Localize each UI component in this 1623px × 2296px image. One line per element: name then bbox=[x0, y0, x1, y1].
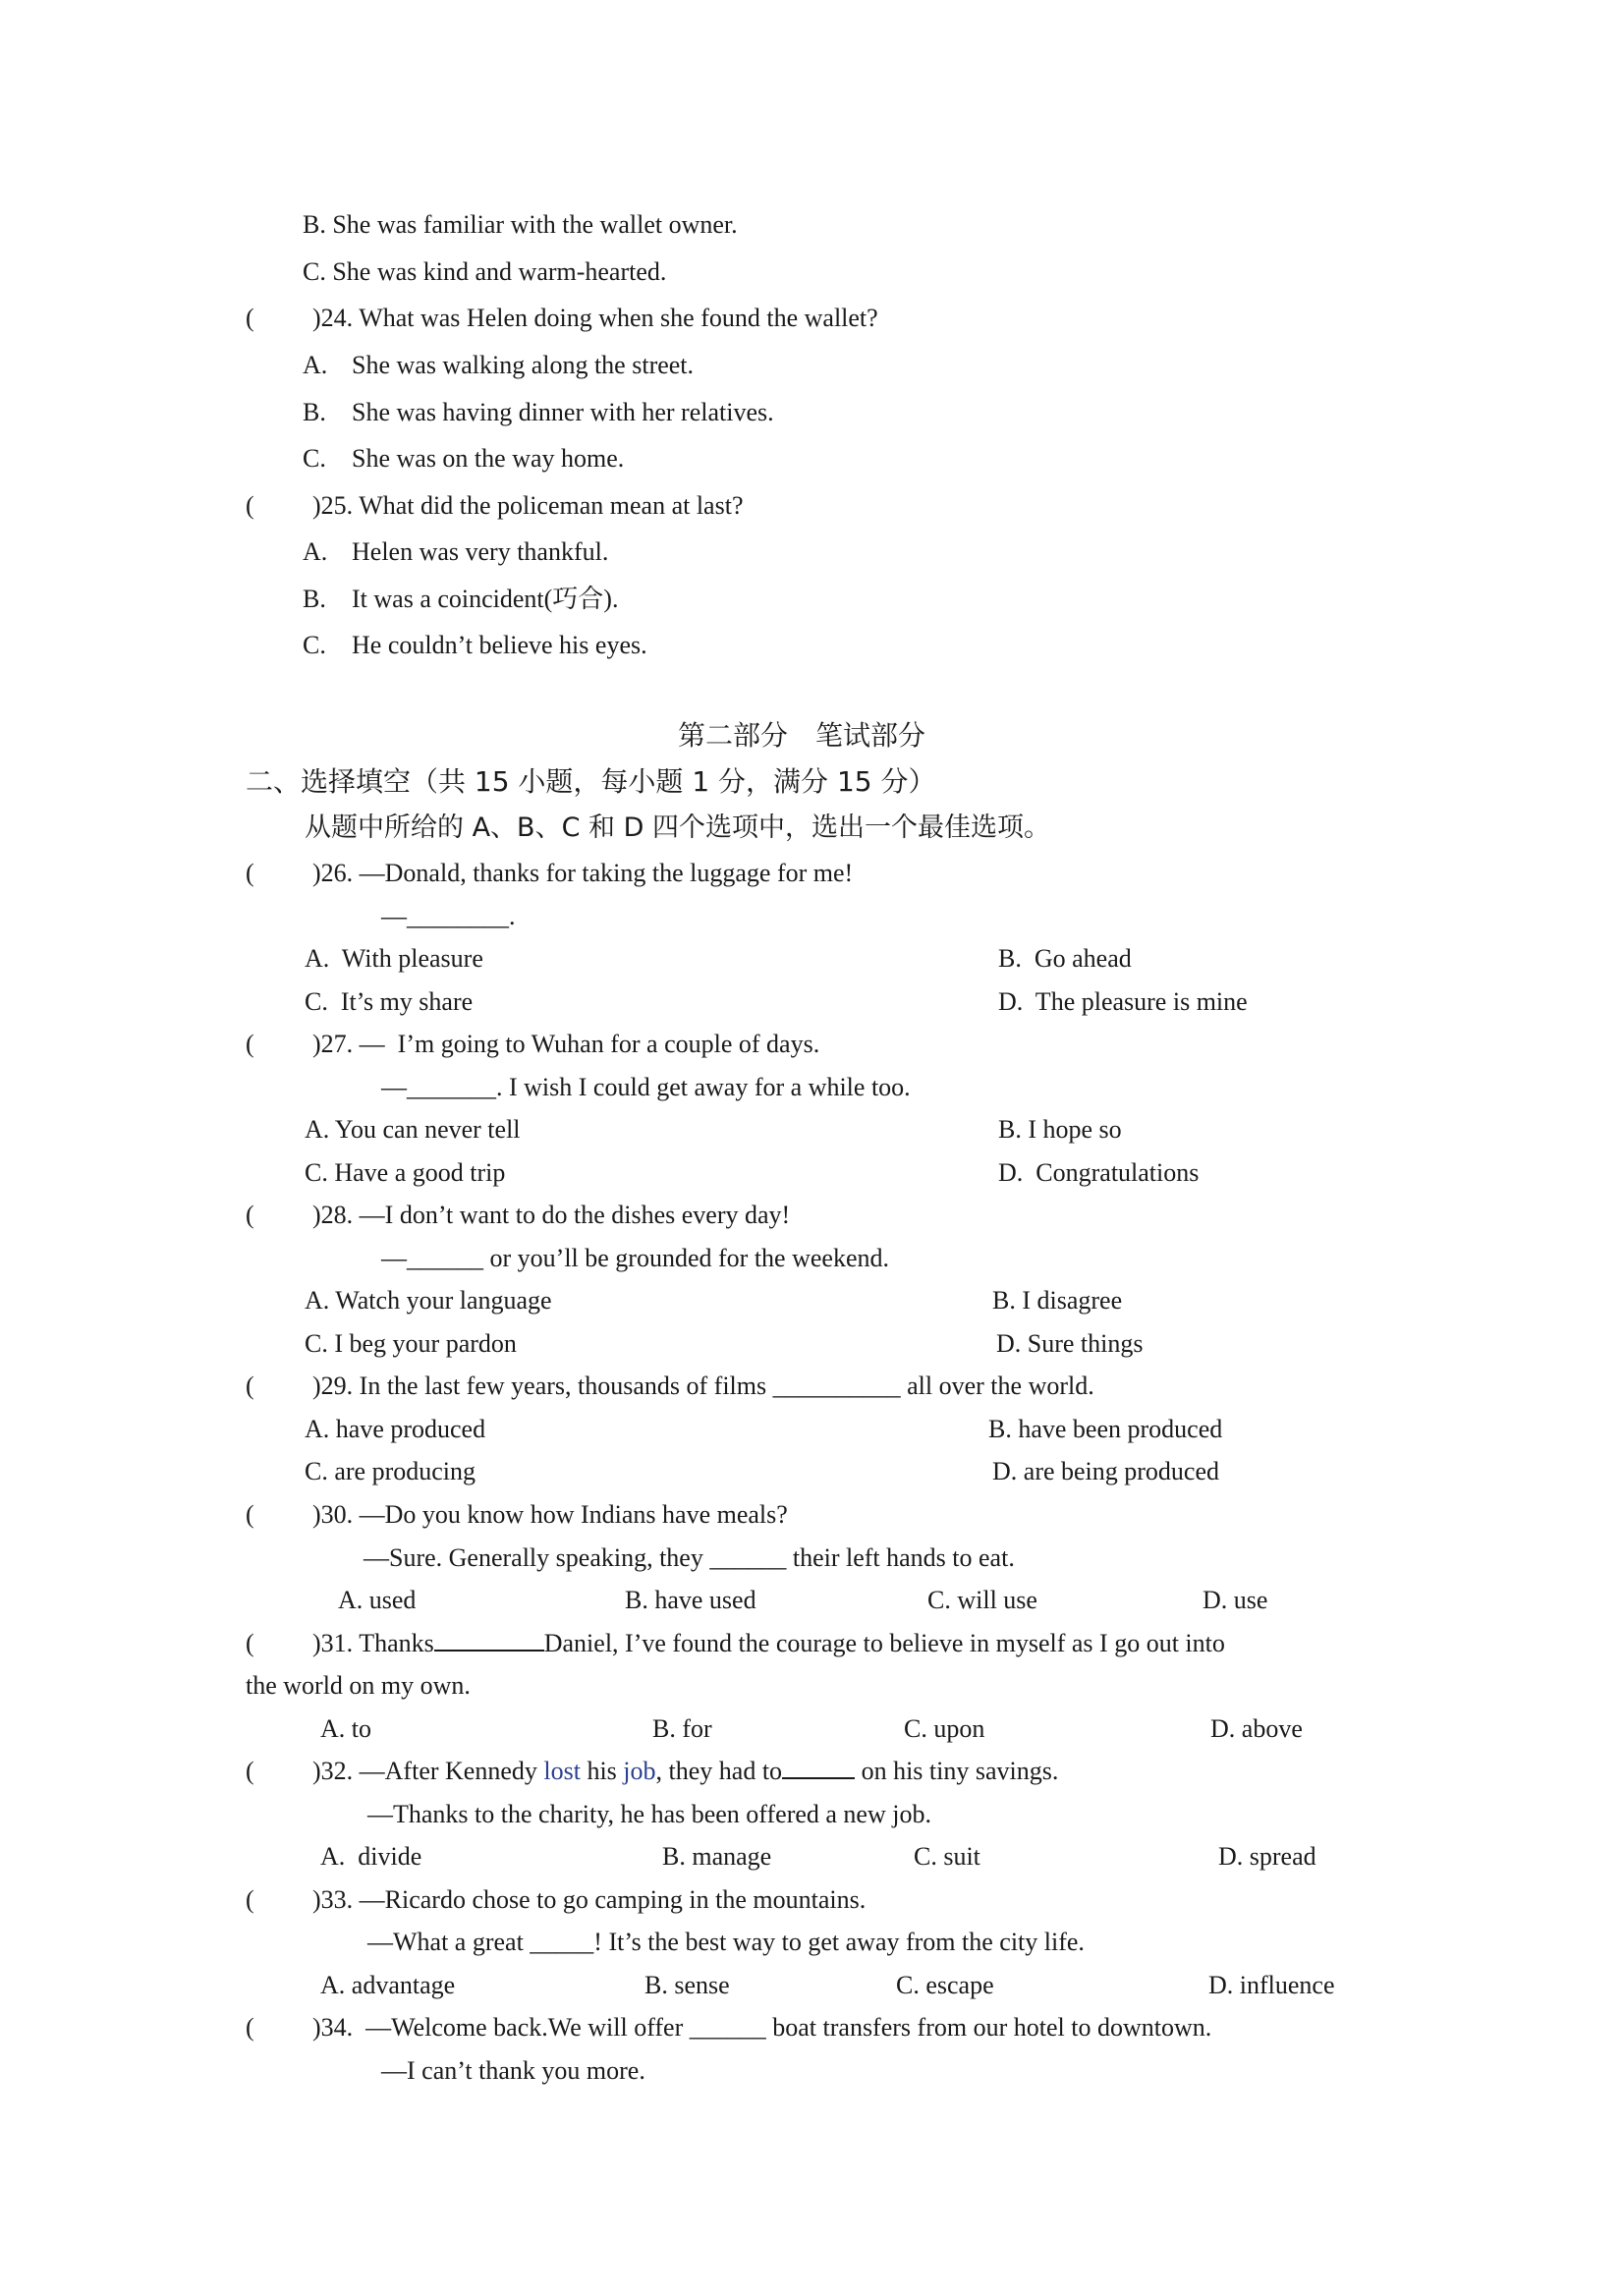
q29-option-c: C. are producing bbox=[305, 1457, 476, 1485]
q33-stem: )33. —Ricardo chose to go camping in the mountains. bbox=[312, 1885, 867, 1914]
q29-option-d: D. are being produced bbox=[992, 1457, 1220, 1485]
section-instruction: 从题中所给的 A、B、C 和 D 四个选项中，选出一个最佳选项。 bbox=[305, 812, 1050, 843]
q28-option-b: B. I disagree bbox=[992, 1286, 1123, 1315]
q32-stem-job: job bbox=[623, 1757, 656, 1785]
q31-blank bbox=[434, 1628, 544, 1652]
q31-stem-cont: the world on my own. bbox=[246, 1671, 471, 1700]
q28-option-a: A. Watch your language bbox=[305, 1286, 552, 1315]
part2-title: 第二部分 笔试部分 bbox=[678, 719, 926, 752]
q32-stem-part1: )32. —After Kennedy bbox=[312, 1757, 544, 1785]
q30-option-a: A. used bbox=[338, 1586, 417, 1614]
q32-stem-lost: lost bbox=[543, 1757, 581, 1785]
q24-c-text: She was on the way home. bbox=[352, 444, 625, 473]
q32-blank bbox=[782, 1756, 855, 1779]
q27-option-a: A. You can never tell bbox=[305, 1115, 521, 1144]
q33-option-c: C. escape bbox=[896, 1971, 994, 1999]
q33-option-b: B. sense bbox=[644, 1971, 730, 1999]
q27-option-b: B. I hope so bbox=[998, 1115, 1122, 1144]
q32-paren: ( bbox=[246, 1757, 254, 1785]
q30-option-b: B. have used bbox=[625, 1586, 756, 1614]
q31-option-c: C. upon bbox=[904, 1714, 985, 1743]
q29-stem: )29. In the last few years, thousands of films __________ all over the world. bbox=[312, 1372, 1094, 1400]
q28-reply: —______ or you’ll be grounded for the weekend. bbox=[381, 1244, 889, 1272]
q27-option-d: D. Congratulations bbox=[998, 1158, 1200, 1187]
q33-reply: —What a great _____! It’s the best way to get away from the city life. bbox=[367, 1928, 1085, 1956]
q33-option-d: D. influence bbox=[1208, 1971, 1335, 1999]
q31-stem bbox=[312, 1628, 1225, 1659]
q26-option-b: B. Go ahead bbox=[998, 944, 1132, 973]
q30-reply: —Sure. Generally speaking, they ______ their left hands to eat. bbox=[364, 1543, 1015, 1572]
q30-paren: ( bbox=[246, 1500, 254, 1529]
q32-option-c: C. suit bbox=[914, 1842, 980, 1871]
q23-option-b: B. She was familiar with the wallet owner. bbox=[303, 210, 738, 239]
q28-option-d: D. Sure things bbox=[996, 1329, 1144, 1358]
q24-b-letter: B. bbox=[303, 398, 326, 426]
q29-paren: ( bbox=[246, 1372, 254, 1400]
q26-reply: —________. bbox=[381, 902, 516, 930]
q32-option-a: A. divide bbox=[320, 1842, 422, 1871]
q24-paren: ( bbox=[246, 304, 254, 332]
q31-stem-before: )31. Thanks bbox=[312, 1629, 434, 1657]
q26-stem: )26. —Donald, thanks for taking the luggage for me! bbox=[312, 859, 854, 887]
q24-b-text: She was having dinner with her relatives. bbox=[352, 398, 774, 426]
q32-stem bbox=[312, 1756, 1058, 1787]
q25-b-letter: B. bbox=[303, 585, 326, 613]
q24-stem: )24. What was Helen doing when she found the wallet? bbox=[312, 304, 878, 332]
q27-paren: ( bbox=[246, 1030, 254, 1058]
q25-a-letter: A. bbox=[303, 537, 328, 566]
q23-option-c: C. She was kind and warm-hearted. bbox=[303, 257, 667, 286]
q33-paren: ( bbox=[246, 1885, 254, 1914]
q25-c-letter: C. bbox=[303, 631, 326, 659]
q32-option-b: B. manage bbox=[662, 1842, 772, 1871]
q26-option-a: A. With pleasure bbox=[305, 944, 483, 973]
q25-c-text: He couldn’t believe his eyes. bbox=[352, 631, 647, 659]
q25-stem: )25. What did the policeman mean at last? bbox=[312, 491, 744, 520]
q28-option-c: C. I beg your pardon bbox=[305, 1329, 517, 1358]
q26-option-d: D. The pleasure is mine bbox=[998, 987, 1248, 1016]
q27-stem: )27. — I’m going to Wuhan for a couple of days. bbox=[312, 1030, 820, 1058]
q31-paren: ( bbox=[246, 1629, 254, 1657]
q32-stem-part2: his bbox=[580, 1757, 624, 1785]
q27-option-c: C. Have a good trip bbox=[305, 1158, 506, 1187]
q30-stem: )30. —Do you know how Indians have meals? bbox=[312, 1500, 788, 1529]
q28-stem: )28. —I don’t want to do the dishes every day! bbox=[312, 1201, 791, 1229]
section-title: 二、选择填空（共 15 小题，每小题 1 分，满分 15 分） bbox=[246, 765, 936, 798]
q24-a-text: She was walking along the street. bbox=[352, 351, 695, 379]
q30-option-d: D. use bbox=[1203, 1586, 1268, 1614]
q26-paren: ( bbox=[246, 859, 254, 887]
q29-option-a: A. have produced bbox=[305, 1415, 486, 1443]
q27-reply: —_______. I wish I could get away for a while too. bbox=[381, 1073, 911, 1101]
q31-stem-after: Daniel, I’ve found the courage to believe in myself as I go out into bbox=[543, 1629, 1225, 1657]
q32-reply: —Thanks to the charity, he has been offered a new job. bbox=[367, 1800, 931, 1828]
q25-b-text: It was a coincident(巧合). bbox=[352, 585, 619, 613]
q31-option-a: A. to bbox=[320, 1714, 371, 1743]
q34-reply: —I can’t thank you more. bbox=[381, 2056, 645, 2085]
q28-paren: ( bbox=[246, 1201, 254, 1229]
q32-option-d: D. spread bbox=[1218, 1842, 1316, 1871]
q34-stem: )34. —Welcome back.We will offer ______ boat transfers from our hotel to downtown. bbox=[312, 2013, 1212, 2042]
q29-option-b: B. have been produced bbox=[988, 1415, 1223, 1443]
q34-paren: ( bbox=[246, 2013, 254, 2042]
q25-a-text: Helen was very thankful. bbox=[352, 537, 609, 566]
q32-stem-part4: on his tiny savings. bbox=[855, 1757, 1059, 1785]
q24-a-letter: A. bbox=[303, 351, 328, 379]
q30-option-c: C. will use bbox=[927, 1586, 1037, 1614]
q31-option-b: B. for bbox=[652, 1714, 712, 1743]
q26-option-c: C. It’s my share bbox=[305, 987, 474, 1016]
q32-stem-part3: , they had to bbox=[655, 1757, 783, 1785]
q33-option-a: A. advantage bbox=[320, 1971, 456, 1999]
q24-c-letter: C. bbox=[303, 444, 326, 473]
q25-paren: ( bbox=[246, 491, 254, 520]
q31-option-d: D. above bbox=[1210, 1714, 1303, 1743]
